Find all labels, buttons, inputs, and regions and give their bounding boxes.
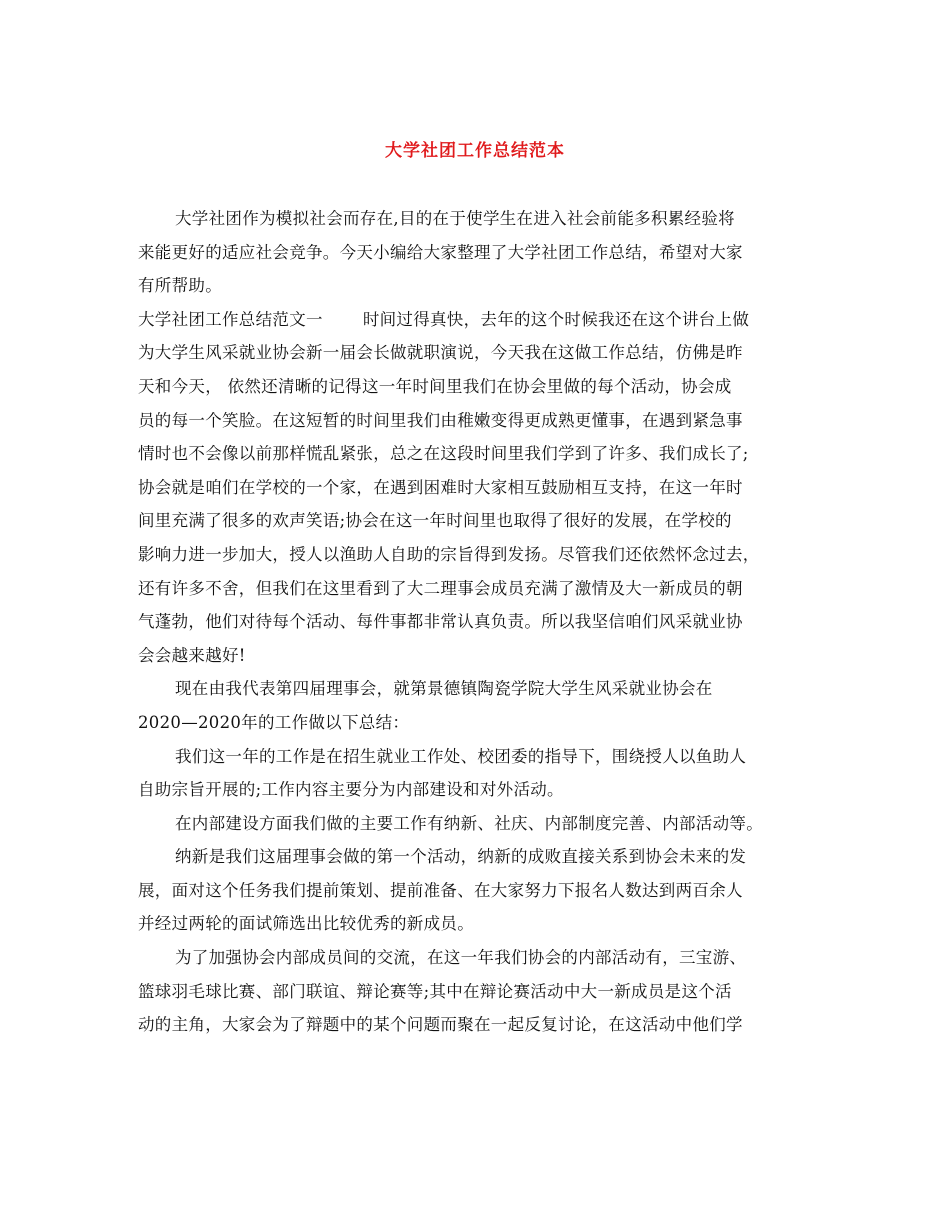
text-line-content: 还有许多不舍，但我们在这里看到了大二理事会成员充满了激情及大一新成员的朝 — [138, 578, 743, 598]
text-line-content: 纳新是我们这届理事会做的第一个活动，纳新的成败直接关系到协会未来的发 — [175, 847, 747, 867]
text-line-content: 在内部建设方面我们做的主要工作有纳新、社庆、内部制度完善、内部活动等。 — [175, 813, 763, 833]
text-line-content: 为大学生风采就业协会新一届会长做就职演说，今天我在这做工作总结，仿佛是昨 — [138, 343, 743, 363]
text-line — [138, 471, 813, 505]
text-line-content: 会会越来越好! — [138, 645, 246, 665]
text-line-content: 大学社团作为模拟社会而存在,目的在于使学生在进入社会前能多积累经验将 — [175, 209, 735, 228]
text-line — [138, 1008, 813, 1042]
document-body — [138, 202, 813, 1042]
text-line — [138, 672, 813, 706]
text-line-content: 员的每一个笑脸。在这短暂的时间里我们由稚嫩变得更成熟更懂事，在遇到紧急事 — [138, 410, 743, 430]
text-line — [138, 840, 813, 874]
text-line-content: 我们这一年的工作是在招生就业工作处、校团委的指导下，围绕授人以鱼助人 — [175, 746, 747, 766]
text-line-content: 大学社团工作总结范文一 — [138, 309, 323, 329]
text-line — [138, 437, 813, 471]
text-line — [138, 303, 813, 337]
text-line — [138, 236, 813, 270]
text-line — [138, 404, 813, 438]
text-line-content: 展，面对这个任务我们提前策划、提前准备、在大家努力下报名人数达到两百余人 — [138, 880, 743, 900]
text-line — [138, 269, 813, 303]
text-line-content: 间里充满了很多的欢声笑语;协会在这一年时间里也取得了很好的发展，在学校的 — [138, 511, 732, 531]
text-line — [138, 538, 813, 572]
text-line-content: 来能更好的适应社会竞争。今天小编给大家整理了大学社团工作总结，希望对大家 — [138, 242, 743, 262]
text-line-content: 为了加强协会内部成员间的交流，在这一年我们协会的内部活动有，三宝游、 — [175, 948, 747, 968]
text-line-content: 动的主角，大家会为了辩题中的某个问题而聚在一起反复讨论，在这活动中他们学 — [138, 1015, 743, 1035]
text-line-content: 自助宗旨开展的;工作内容主要分为内部建设和对外活动。 — [138, 780, 564, 800]
text-line-content: 有所帮助。 — [138, 276, 222, 296]
text-line — [138, 336, 813, 370]
text-line-content: 情时也不会像以前那样慌乱紧张，总之在这段时间里我们学到了许多、我们成长了; — [138, 444, 749, 464]
text-line-content: 气蓬勃，他们对待每个活动、每件事都非常认真负责。所以我坚信咱们风采就业协 — [138, 612, 743, 632]
document-title: 大学社团工作总结范本 — [385, 141, 565, 161]
text-line-content: 影响力进一步加大，授人以渔助人自助的宗旨得到发扬。尽管我们还依然怀念过去， — [138, 544, 760, 564]
text-line-content: 天和今天， 依然还清晰的记得这一年时间里我们在协会里做的每个活动，协会成 — [138, 376, 732, 396]
text-line — [138, 370, 813, 404]
text-line — [138, 605, 813, 639]
text-line — [138, 740, 813, 774]
text-line-content: 篮球羽毛球比赛、部门联谊、辩论赛等;其中在辩论赛活动中大一新成员是这个活 — [138, 981, 732, 1001]
text-line — [138, 874, 813, 908]
text-line — [138, 941, 813, 975]
text-line-content: 并经过两轮的面试筛选出比较优秀的新成员。 — [138, 914, 474, 934]
text-line — [138, 706, 813, 740]
text-line — [138, 572, 813, 606]
text-line — [138, 639, 813, 673]
text-line — [138, 202, 813, 236]
text-line-content: 2020—2020年的工作做以下总结： — [138, 712, 410, 732]
text-line — [138, 975, 813, 1009]
text-line — [138, 504, 813, 538]
text-line-tail: 时间过得真快，去年的这个时候我还在这个讲台上做 — [362, 309, 750, 329]
text-line-content: 协会就是咱们在学校的一个家，在遇到困难时大家相互鼓励相互支持，在这一年时 — [138, 477, 743, 497]
text-line — [138, 907, 813, 941]
text-line-content: 现在由我代表第四届理事会，就第景德镇陶瓷学院大学生风采就业协会在 — [175, 679, 713, 699]
text-line — [138, 773, 813, 807]
text-line — [138, 807, 813, 841]
